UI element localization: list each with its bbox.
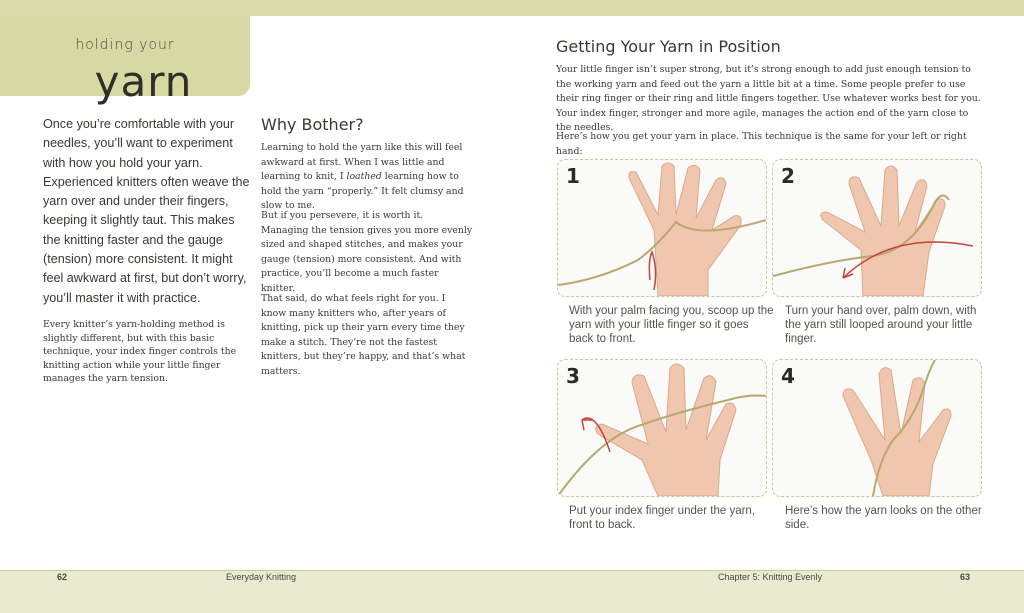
intro-small-text: Every knitter’s yarn-holding method is slightly different, but with this basic technique, your index finger controls the knitting action while your little finger manages the yarn tension. [43,319,237,385]
chapter-title-box [0,16,250,106]
hand-other-side-illustration [773,360,981,496]
why-bother-paragraph-2: But if you persevere, it is worth it. Managing the tension gives you more evenly sized and shaped stitches, and makes your gauge (tension) more consistent. And with practice, you’ll become a much faster knitter. [261,210,473,294]
right-running-title: Chapter 5: Knitting Evenly [718,572,823,582]
position-paragraph-2: Here’s how you get your yarn in place. This technique is the same for your left or right hand: [556,131,967,157]
intro-text: Once you’re comfortable with your needles, you’ll want to experiment with how you hold your yarn. Experienced knitters often weave the yarn over and under their fingers, keeping it slightly taut. This makes the knitting faster and the gauge (tension) more consistent. It might feel awkward at first, but don’t worry, you’ll master it with practice. [43,117,250,305]
title-small: holding your [75,37,175,53]
step-2-caption: Turn your hand over, palm down, with the yarn still looped around your little finger. [785,305,977,345]
right-page-number: 63 [960,572,971,582]
step-1-photo [557,159,767,297]
title-big: yarn [94,57,193,106]
hand-back-illustration [773,160,981,296]
step-3-number: 3 [566,364,580,388]
position-heading: Getting Your Yarn in Position [556,37,781,56]
hand-index-illustration [558,360,766,496]
why-bother-heading: Why Bother? [261,115,364,134]
hand-palm-illustration [558,160,766,296]
why-bother-paragraph-1: Learning to hold the yarn like this will feel awkward at first. When I was little and learning to knit, I loathed learning how to hold the yarn “properly.” It felt clumsy and slow to me. [261,142,464,212]
step-3-photo [557,359,767,497]
step-3-caption: Put your index finger under the yarn, front to back. [569,505,756,531]
step-4-caption: Here’s how the yarn looks on the other side. [785,505,982,531]
top-accent-band [0,0,1024,16]
position-paragraph-1: Your little finger isn’t super strong, but it’s strong enough to add just enough tension to the working yarn and feed out the yarn a little bit at a time. Some people prefer to use their ring finger or their ring and little fingers together. Use whatever works best for you. Your index finger, stronger and more agile, manages the action end of the yarn close to the needles. [556,64,981,134]
step-2-photo [772,159,982,297]
step-4-number: 4 [781,364,795,388]
left-running-title: Everyday Knitting [226,572,297,582]
page-footer [0,570,1024,613]
why-bother-paragraph-3: That said, do what feels right for you. I know many knitters who, after years of knitting, pick up their yarn every time they make a stitch. They’re not the fastest knitters, but they’re happy, and that’s what matters. [261,293,466,377]
step-1-caption: With your palm facing you, scoop up the yarn with your little finger so it goes back to front. [569,305,774,345]
step-1-number: 1 [566,164,580,188]
step-2-number: 2 [781,164,795,188]
step-4-photo [772,359,982,497]
left-page-number: 62 [57,572,68,582]
